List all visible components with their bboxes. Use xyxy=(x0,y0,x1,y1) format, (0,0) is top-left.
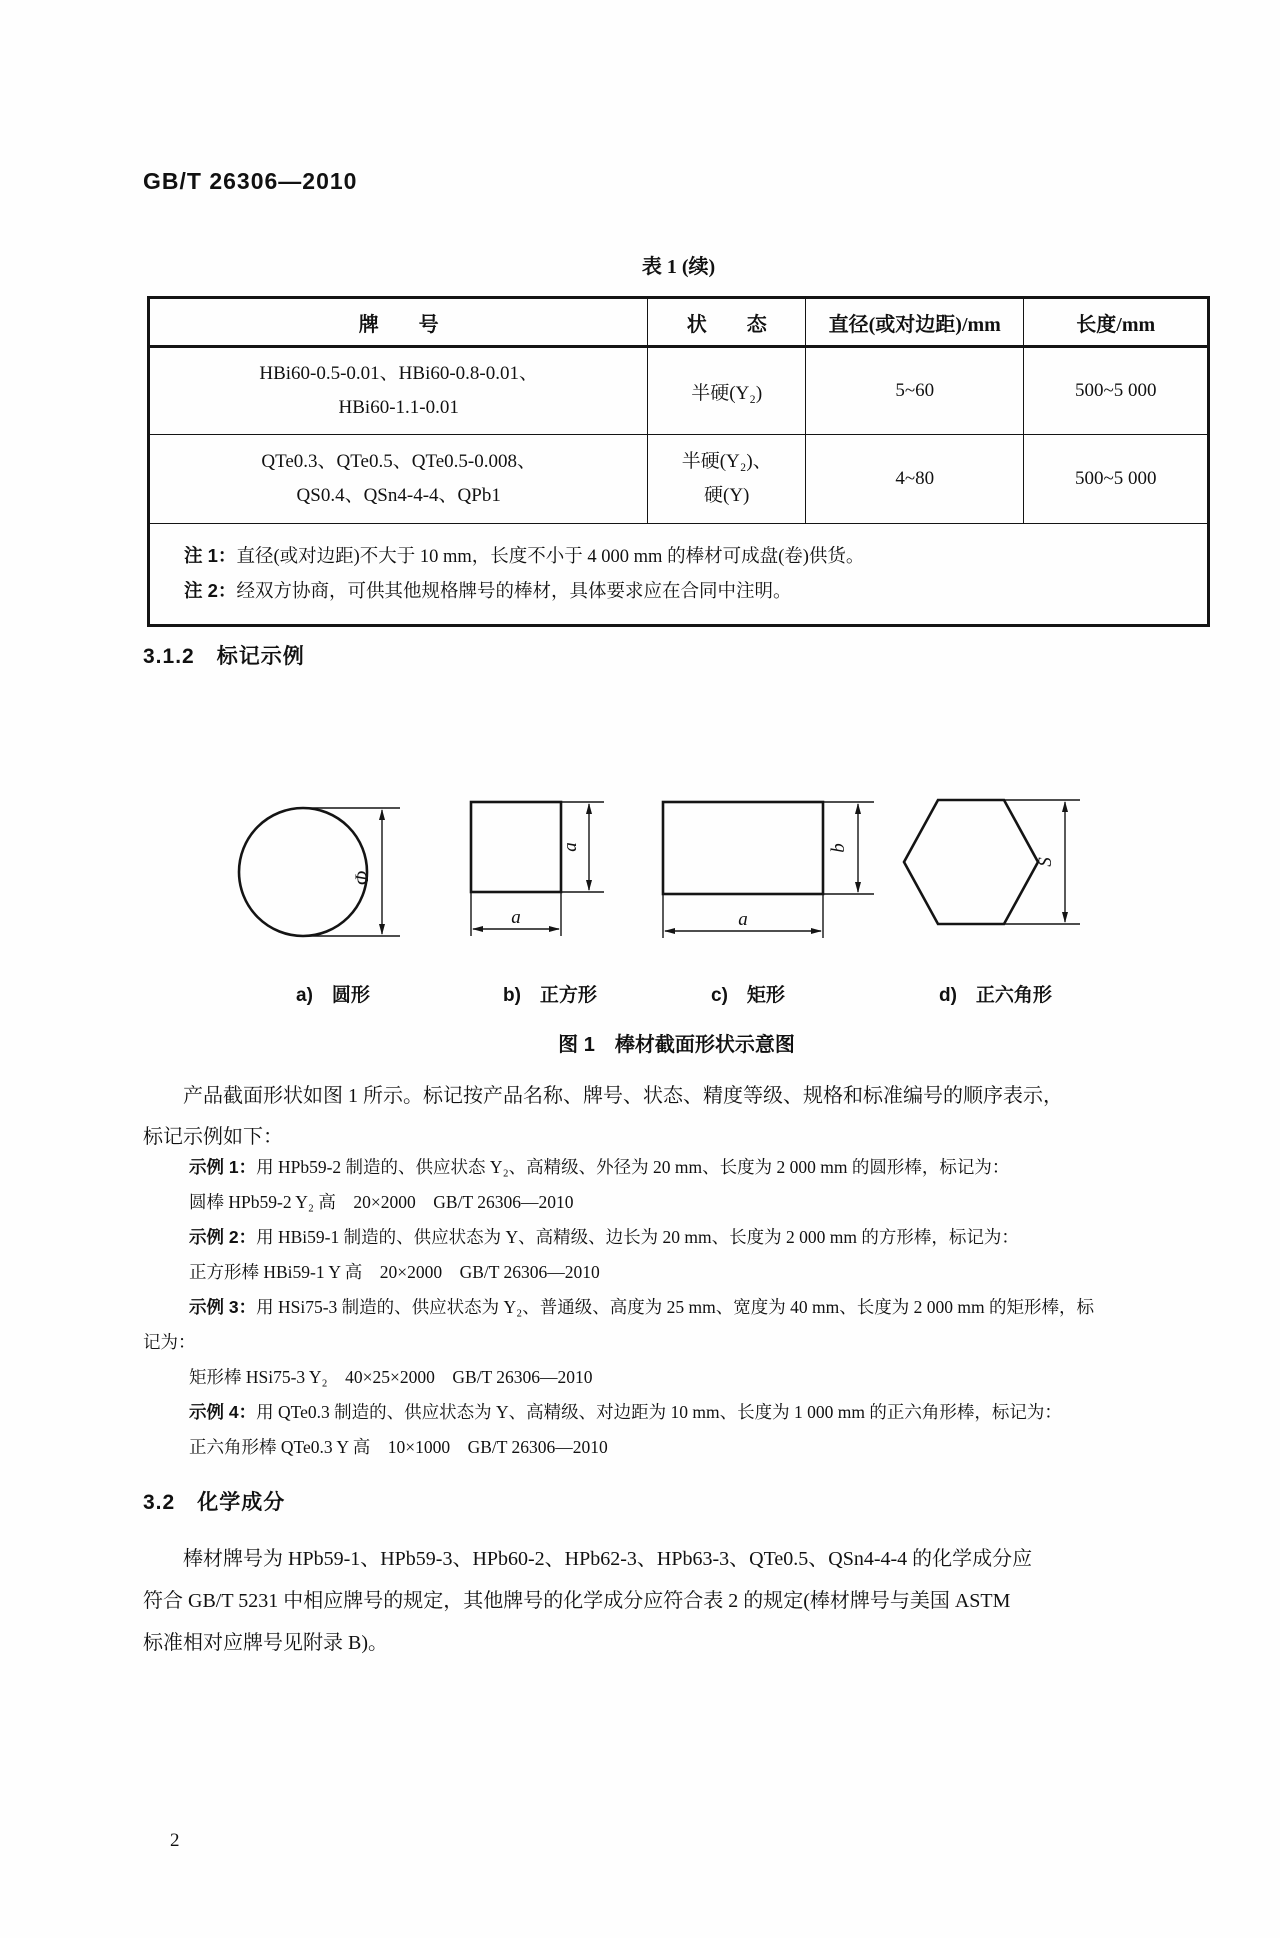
col-header-state: 状 态 xyxy=(648,298,806,347)
note-1-label: 注 1： xyxy=(184,545,237,566)
note-1-text: 直径(或对边距)不大于 10 mm，长度不小于 4 000 mm 的棒材可成盘(卷)供货。 xyxy=(236,547,865,567)
state-line: 硬(Y) xyxy=(704,485,750,506)
state-line: 半硬(Y₂)、 xyxy=(681,451,772,472)
grade-cell xyxy=(149,435,648,524)
hexagon-across-flats-label: S xyxy=(1035,857,1056,867)
paragraph-line: 产品截面形状如图 1 所示。标记按产品名称、牌号、状态、精度等级、规格和标准编号的顺序表示， xyxy=(183,1085,1063,1107)
note-2-text: 经双方协商，可供其他规格牌号的棒材，具体要求应在合同中注明。 xyxy=(236,582,792,602)
state-cell: 半硬(Y₂) xyxy=(648,347,806,435)
example-3 xyxy=(143,1290,1215,1325)
note-1 xyxy=(184,539,1197,574)
table-header-row xyxy=(149,298,1209,347)
example-2-marking: 正方形棒 HBi59-1 Y 高 20×2000 GB/T 26306—2010 xyxy=(189,1262,600,1282)
standard-number-header: GB/T 26306—2010 xyxy=(143,168,358,194)
paragraph-chemical-composition xyxy=(143,1538,1215,1664)
col-header-grade: 牌 号 xyxy=(149,298,648,347)
table1 xyxy=(147,296,1210,627)
note-2 xyxy=(184,574,1197,609)
example-3-marking: 矩形棒 HSi75-3 Y₂ 40×25×2000 GB/T 26306—2010 xyxy=(189,1367,593,1387)
figure-captions xyxy=(0,980,1280,1010)
caption-square: b) 正方形 xyxy=(503,985,597,1006)
section-3-2-heading: 3.2 化学成分 xyxy=(143,1491,286,1514)
grade-line: HBi60-1.1-0.01 xyxy=(338,397,459,418)
rect-width-label: a xyxy=(738,909,748,930)
table-notes-row xyxy=(149,524,1209,626)
caption-rectangle: c) 矩形 xyxy=(711,985,785,1006)
example-4-text: 用 QTe0.3 制造的、供应状态为 Y、高精级、对边距为 10 mm、长度为 1 000 mm 的正六角形棒，标记为： xyxy=(256,1402,1062,1422)
example-3-text: 用 HSi75-3 制造的、供应状态为 Y₂、普通级、高度为 25 mm、宽度为 40 mm、长度为 2 000 mm 的矩形棒，标 xyxy=(256,1297,1094,1317)
example-3-label: 示例 3： xyxy=(189,1297,257,1317)
table1-title: 表 1 (续) xyxy=(641,256,716,278)
page-number: 2 xyxy=(170,1830,180,1851)
example-2 xyxy=(143,1220,1215,1255)
grade-cell xyxy=(149,347,648,435)
circle-diameter-label: Φ xyxy=(352,870,373,886)
example-2-text: 用 HBi59-1 制造的、供应状态为 Y、高精级、边长为 20 mm、长度为 2 000 mm 的方形棒，标记为： xyxy=(256,1227,1019,1247)
figure1-cross-sections xyxy=(130,786,1130,958)
col-header-diameter: 直径(或对边距)/mm xyxy=(806,298,1024,347)
hexagon-shape xyxy=(904,800,1080,924)
example-4 xyxy=(143,1395,1215,1430)
notes-cell xyxy=(149,524,1209,626)
circle-shape xyxy=(239,808,400,936)
section-3-1-2-heading: 3.1.2 标记示例 xyxy=(143,645,305,668)
diameter-cell: 4~80 xyxy=(806,435,1024,524)
paragraph-line: 符合 GB/T 5231 中相应牌号的规定，其他牌号的化学成分应符合表 2 的规定(棒材牌号与美国 ASTM xyxy=(143,1590,1011,1612)
rectangle-shape xyxy=(663,802,874,938)
state-cell xyxy=(648,435,806,524)
figure1-title: 图 1 棒材截面形状示意图 xyxy=(558,1034,795,1056)
table-row xyxy=(149,347,1209,435)
grade-line: QS0.4、QSn4-4-4、QPb1 xyxy=(296,485,501,506)
diameter-cell: 5~60 xyxy=(806,347,1024,435)
paragraph-line: 棒材牌号为 HPb59-1、HPb59-3、HPb60-2、HPb62-3、HPb63-3、QTe0.5、QSn4-4-4 的化学成分应 xyxy=(183,1548,1033,1570)
square-height-label: a xyxy=(560,842,581,852)
caption-circle: a) 圆形 xyxy=(296,985,370,1006)
caption-hexagon: d) 正六角形 xyxy=(939,985,1052,1006)
example-1-marking: 圆棒 HPb59-2 Y₂ 高 20×2000 GB/T 26306—2010 xyxy=(189,1192,574,1212)
square-width-label: a xyxy=(511,907,521,928)
marking-examples xyxy=(143,1150,1215,1465)
col-header-length: 长度/mm xyxy=(1024,298,1209,347)
note-2-label: 注 2： xyxy=(184,580,237,601)
paragraph-marking xyxy=(143,1076,1215,1158)
length-cell: 500~5 000 xyxy=(1024,347,1209,435)
table-row xyxy=(149,435,1209,524)
example-1 xyxy=(143,1150,1215,1185)
example-1-text: 用 HPb59-2 制造的、供应状态 Y₂、高精级、外径为 20 mm、长度为 2 000 mm 的圆形棒，标记为： xyxy=(256,1157,1010,1177)
grade-line: QTe0.3、QTe0.5、QTe0.5-0.008、 xyxy=(261,451,537,472)
example-1-label: 示例 1： xyxy=(189,1157,257,1177)
paragraph-line: 标准相对应牌号见附录 B)。 xyxy=(143,1632,388,1654)
rect-height-label: b xyxy=(828,843,849,853)
length-cell: 500~5 000 xyxy=(1024,435,1209,524)
paragraph-line: 标记示例如下： xyxy=(143,1126,283,1148)
grade-line: HBi60-0.5-0.01、HBi60-0.8-0.01、 xyxy=(259,363,539,384)
example-2-label: 示例 2： xyxy=(189,1227,257,1247)
example-4-label: 示例 4： xyxy=(189,1402,257,1422)
square-shape xyxy=(471,802,604,936)
example-4-marking: 正六角形棒 QTe0.3 Y 高 10×1000 GB/T 26306—2010 xyxy=(189,1437,608,1457)
example-3-continuation: 记为： xyxy=(143,1332,196,1352)
